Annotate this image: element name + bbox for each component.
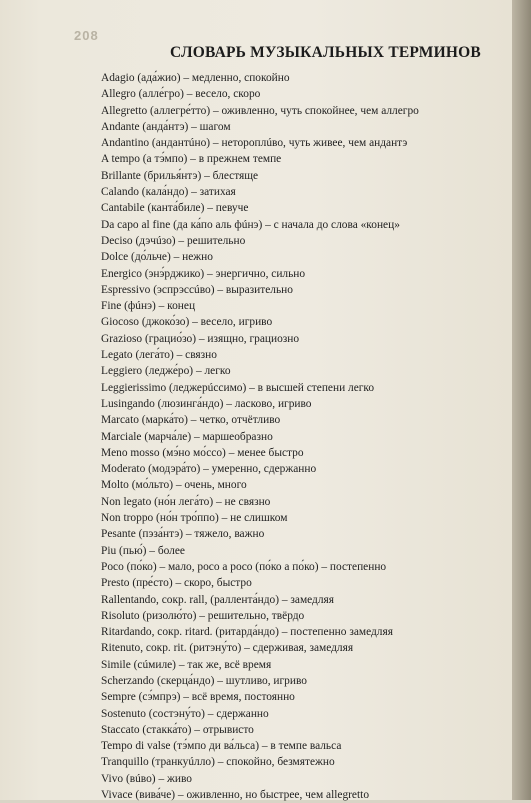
glossary-entry: Andantino (андантúно) – нетороплúво, чуть живее, чем андантэ xyxy=(101,137,408,150)
glossary-entry: Marcato (марка́то) – четко, отчётливо xyxy=(101,414,281,427)
glossary-entry: Moderato (модэра́то) – умеренно, сдержанно xyxy=(101,463,317,476)
glossary-entry: Simile (сúмиле) – так же, всё время xyxy=(101,658,272,671)
glossary-entry: Andante (анда́нтэ) – шагом xyxy=(101,120,231,133)
glossary-entry: Adagio (ада́жио) – медленно, спокойно xyxy=(101,72,290,84)
glossary-entry: Non legato (но́н лега́то) – не связно xyxy=(101,495,271,508)
glossary-entry: Legato (лега́то) – связно xyxy=(101,349,217,362)
glossary-entry: Risoluto (ризолю́то) – решительно, твёрдо xyxy=(101,609,305,622)
glossary-entry: Tempo di valse (тэ́мпо ди ва́льса) – в темпе вальса xyxy=(101,740,342,753)
glossary-entry: Dolce (до́льче) – нежно xyxy=(101,251,213,264)
glossary-entry: Allegretto (аллегре́тто) – оживленно, чуть спокойнее, чем аллегро xyxy=(101,104,419,117)
glossary-entry: Rallentando, сокр. rall, (раллента́ндо) – замедляя xyxy=(101,593,335,606)
glossary-entry: Lusingando (люзинга́ндо) – ласково, игриво xyxy=(101,397,312,410)
glossary-entry: Allegro (алле́гро) – весело, скоро xyxy=(101,88,261,101)
glossary-entry: Marciale (марча́ле) – маршеобразно xyxy=(101,430,273,443)
glossary-entry: Piu (пью́) – более xyxy=(101,544,185,557)
glossary-entry: Tranquillo (транкуúлло) – спокойно, безмятежно xyxy=(101,756,335,769)
glossary-entry: A tempo (а тэ́мпо) – в прежнем темпе xyxy=(101,153,282,166)
glossary-entry: Ritardando, сокр. ritard. (ритарда́ндо) – постепенно замедляя xyxy=(101,626,393,639)
glossary-entry: Non troppo (но́н тро́ппо) – не слишком xyxy=(101,512,288,525)
glossary-entry: Deciso (дэчúзо) – решительно xyxy=(101,234,246,247)
glossary-entry: Giocoso (джоко́зо) – весело, игриво xyxy=(101,316,273,329)
glossary-entry: Brillante (брилья́нтэ) – блестяще xyxy=(101,169,259,182)
glossary-entry: Ritenuto, сокр. rit. (ритэну́то) – сдерживая, замедляя xyxy=(101,642,354,655)
glossary-entry: Sempre (сэ́мпрэ) – всё время, постоянно xyxy=(101,691,295,704)
glossary-entry: Vivace (вива́че) – оживленно, но быстрее, чем allegretto xyxy=(101,789,370,802)
glossary-entry: Presto (пре́сто) – скоро, быстро xyxy=(101,577,252,590)
glossary-entry: Grazioso (грацио́зо) – изящно, грациозно xyxy=(101,332,300,345)
glossary-entry: Poco (по́ко) – мало, poco a poco (по́ко а по́ко) – постепенно xyxy=(101,560,387,573)
glossary-entry: Espressivo (эспрэссúво) – выразительно xyxy=(101,283,293,296)
glossary-entry: Energico (энэ́рджико) – энергично, сильно xyxy=(101,267,306,280)
glossary-entry: Leggiero (ледже́ро) – легко xyxy=(101,365,231,378)
glossary-entry: Fine (фúнэ) – конец xyxy=(101,300,196,313)
glossary-entry: Calando (кала́ндо) – затихая xyxy=(101,186,236,199)
glossary-list xyxy=(101,70,501,803)
glossary-entry: Vivo (вúво) – живо xyxy=(101,772,192,785)
glossary-entry: Meno mosso (мэ́но мо́ссо) – менее быстро xyxy=(101,446,304,459)
glossary-entry: Cantabile (канта́биле) – певуче xyxy=(101,202,249,215)
glossary-entry: Sostenuto (состэну́то) – сдержанно xyxy=(101,707,269,720)
glossary-entry: Molto (мо́льто) – очень, много xyxy=(101,479,247,492)
glossary-entry: Leggierissimo (леджерúссимо) – в высшей степени легко xyxy=(101,381,375,394)
glossary-entry: Pesante (пэза́нтэ) – тяжело, важно xyxy=(101,528,265,541)
glossary-entry: Scherzando (скерца́ндо) – шутливо, игриво xyxy=(101,674,307,687)
glossary-entry: Da capo al fine (да ка́по аль фúнэ) – с начала до слова «конец» xyxy=(101,218,400,231)
glossary-entry: Staccato (стакка́то) – отрывисто xyxy=(101,723,254,736)
page-number: 208 xyxy=(74,28,99,43)
page-title: СЛОВАРЬ МУЗЫКАЛЬНЫХ ТЕРМИНОВ xyxy=(170,44,481,61)
book-spine-edge xyxy=(512,0,531,800)
